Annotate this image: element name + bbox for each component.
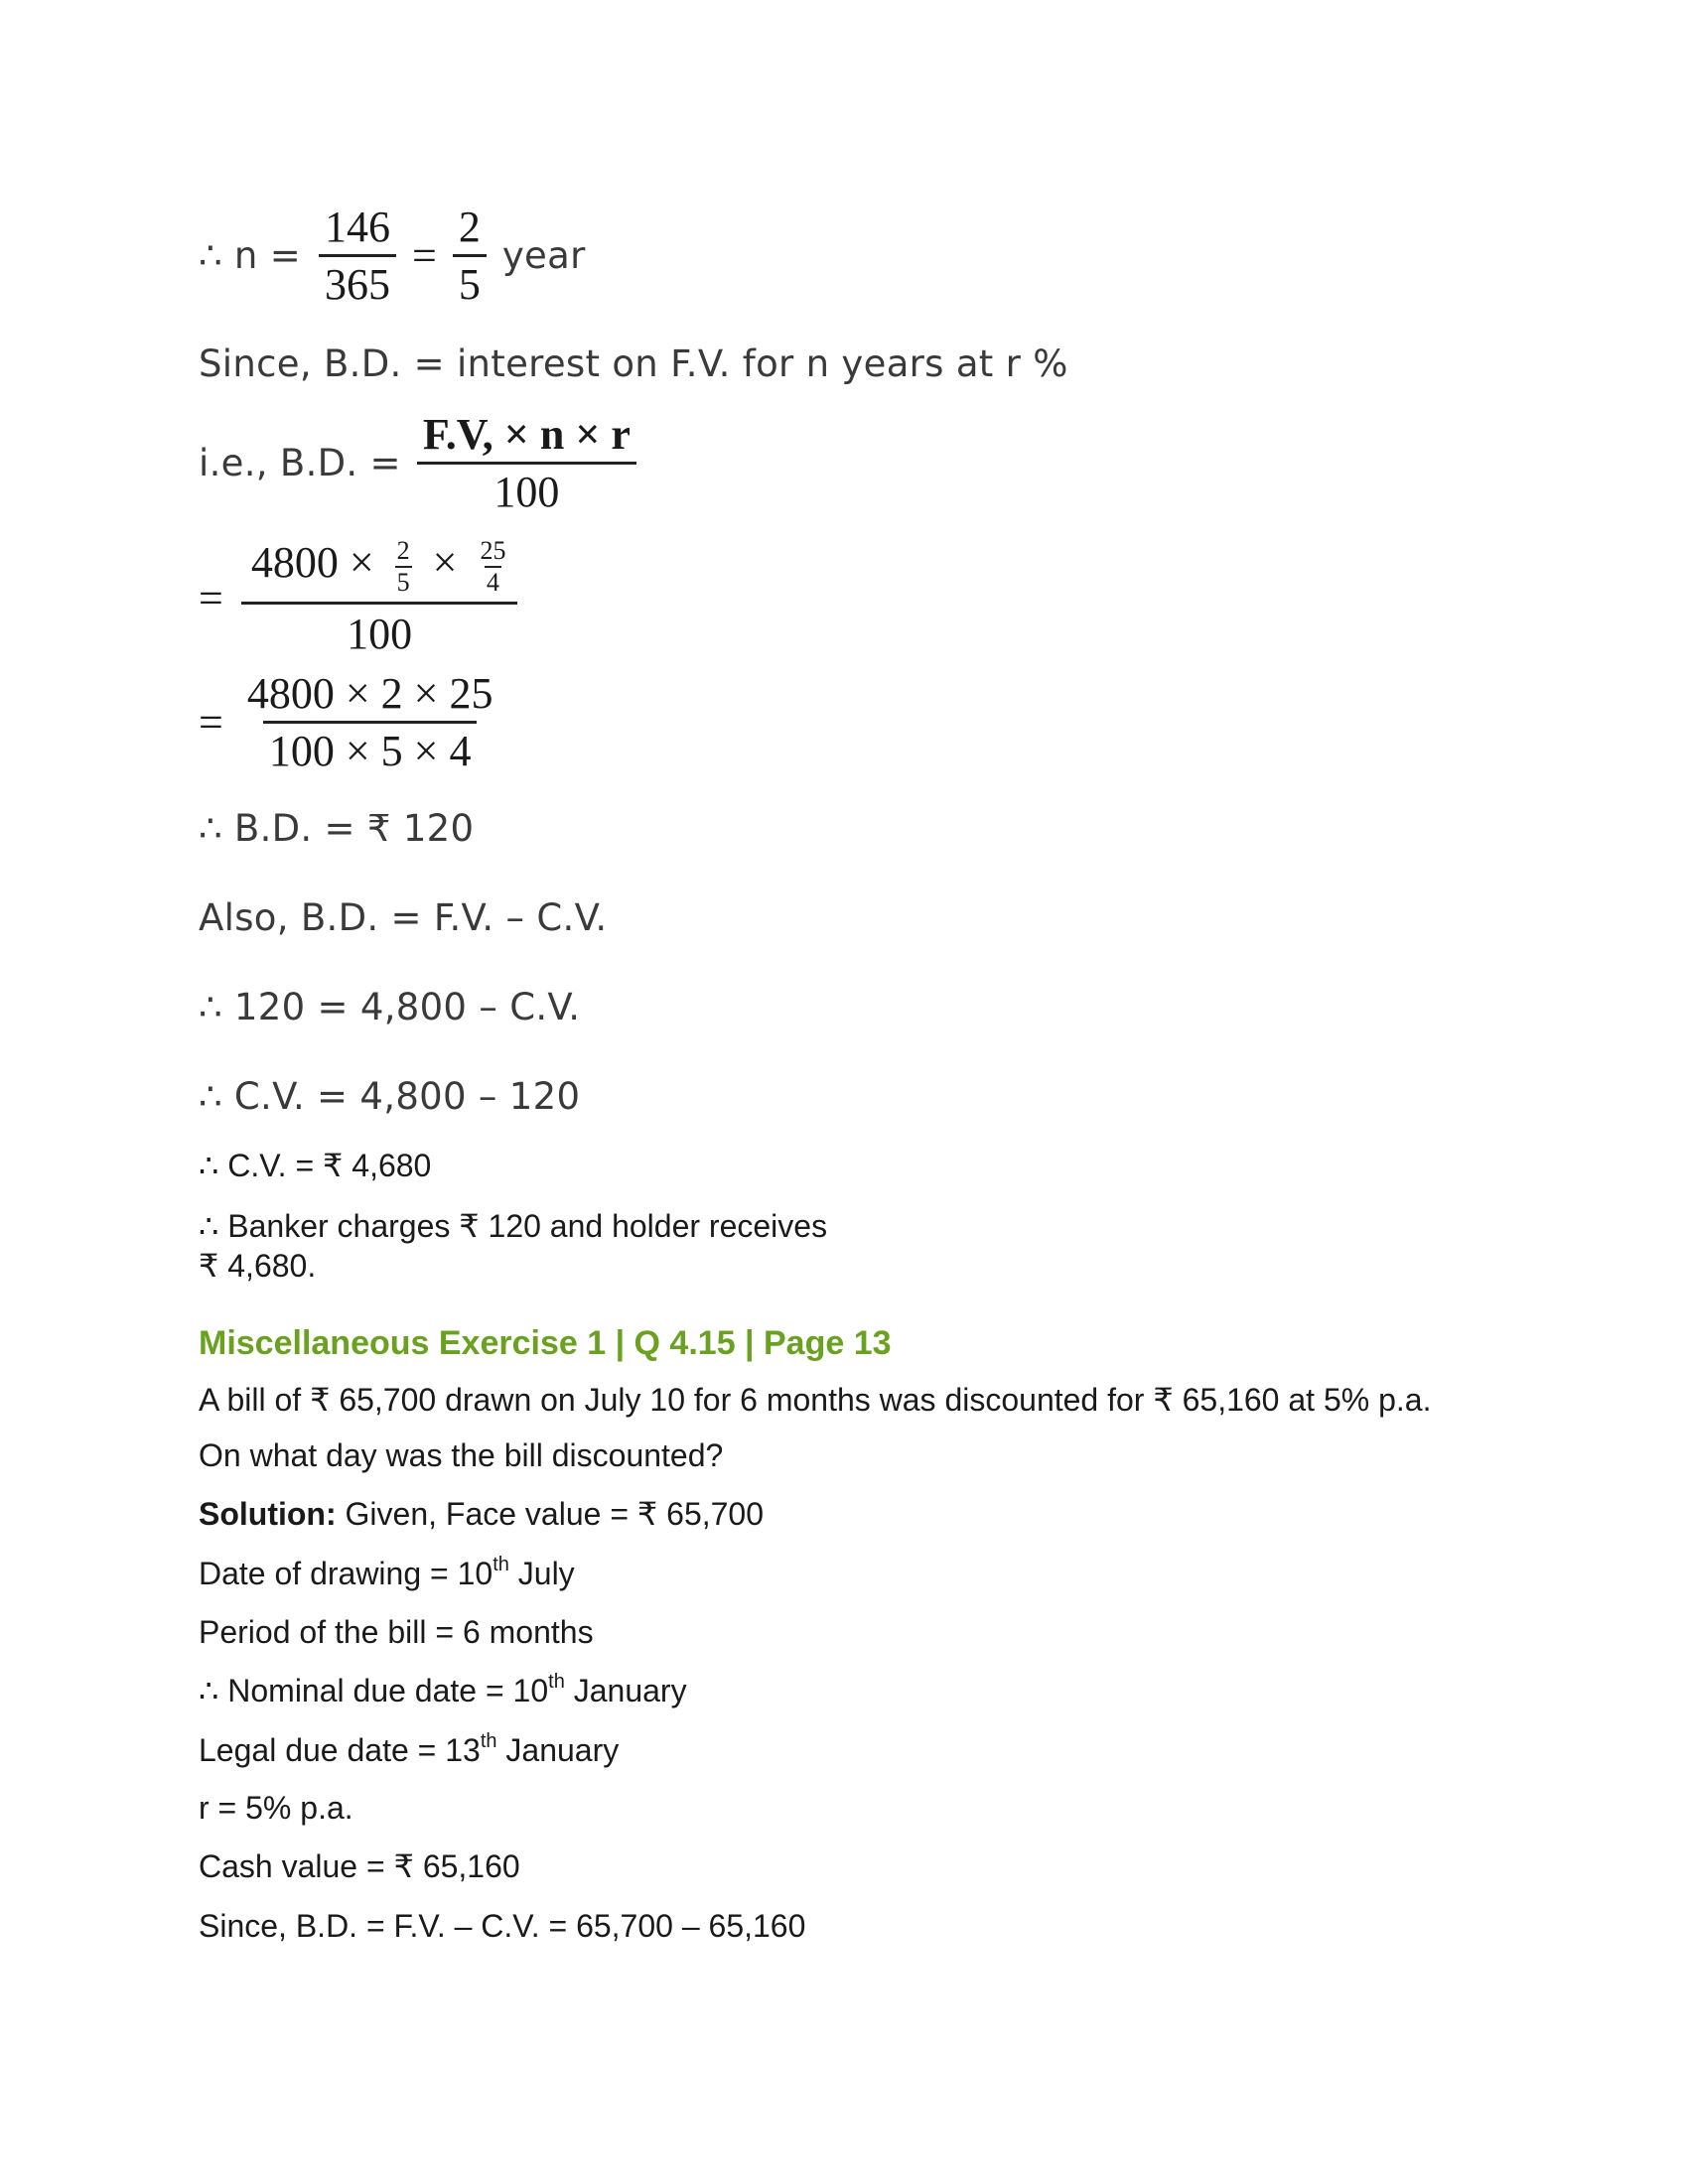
cv-result-line: ∴ C.V. = ₹ 4,680 [199, 1148, 432, 1183]
exercise-heading: Miscellaneous Exercise 1 | Q 4.15 | Page 13 [199, 1324, 892, 1362]
nominal-due-line: ∴ Nominal due date = 10th January [199, 1671, 687, 1708]
year-label: year [501, 234, 586, 277]
legal-due-line: Legal due date = 13th January [199, 1730, 620, 1768]
final-bd-line: Since, B.D. = F.V. – C.V. = 65,700 – 65,160 [199, 1908, 806, 1944]
cv-step-line: ∴ 120 = 4,800 – C.V. [199, 986, 581, 1028]
step2-fraction: $\frac{4800 \times 2 \times 25}{100 \times 5 \times 4}$ [246, 669, 493, 775]
ie-prefix: i.e., B.D. = [199, 442, 401, 484]
step2-equation [199, 668, 498, 776]
fraction-2-5-small: $\frac{2}{5}$ [396, 536, 410, 597]
question-line-2: On what day was the bill discounted? [199, 1437, 724, 1473]
step1-equation [199, 536, 517, 659]
banker-line-2: ₹ 4,680. [199, 1248, 317, 1284]
step1-fraction: 4800 × $\frac{2}{5}$ × $\frac{25}{4}$ 100 [241, 536, 518, 659]
fraction-fv-n-r-over-100: $\frac{F.V, \times n \times r}{100}$ [417, 409, 636, 517]
equals-sign: = [199, 573, 223, 622]
also-bd-line: Also, B.D. = F.V. – C.V. [199, 896, 608, 939]
cash-value-line: Cash value = ₹ 65,160 [199, 1848, 520, 1884]
cv-calc-line: ∴ C.V. = 4,800 – 120 [199, 1075, 581, 1118]
n-prefix: ∴ n = [199, 234, 302, 277]
n-equation [199, 202, 586, 310]
period-line: Period of the bill = 6 months [199, 1614, 594, 1650]
drawing-date-line: Date of drawing = 10th July [199, 1554, 575, 1591]
ie-bd-equation [199, 409, 636, 517]
since-bd-line: Since, B.D. = interest on F.V. for n years at r % [199, 342, 1068, 385]
solution-given: Given, Face value = ₹ 65,700 [336, 1496, 765, 1532]
equals-sign: = [412, 231, 437, 280]
rate-line: r = 5% p.a. [199, 1790, 353, 1826]
solution-label: Solution: [199, 1496, 337, 1532]
fraction-146-365: $\frac{146}{365}$ [319, 202, 396, 310]
fraction-2-5: $\frac{2}{5}$ [453, 202, 487, 310]
question-line-1: A bill of ₹ 65,700 drawn on July 10 for 6 months was discounted for ₹ 65,160 at 5% p.a. [199, 1382, 1432, 1418]
bd-result-line: ∴ B.D. = ₹ 120 [199, 807, 475, 850]
banker-line-1: ∴ Banker charges ₹ 120 and holder receives [199, 1208, 828, 1244]
fraction-25-4-small: $\frac{25}{4}$ [480, 536, 506, 597]
solution-line [199, 1494, 764, 1534]
equals-sign: = [199, 698, 223, 747]
